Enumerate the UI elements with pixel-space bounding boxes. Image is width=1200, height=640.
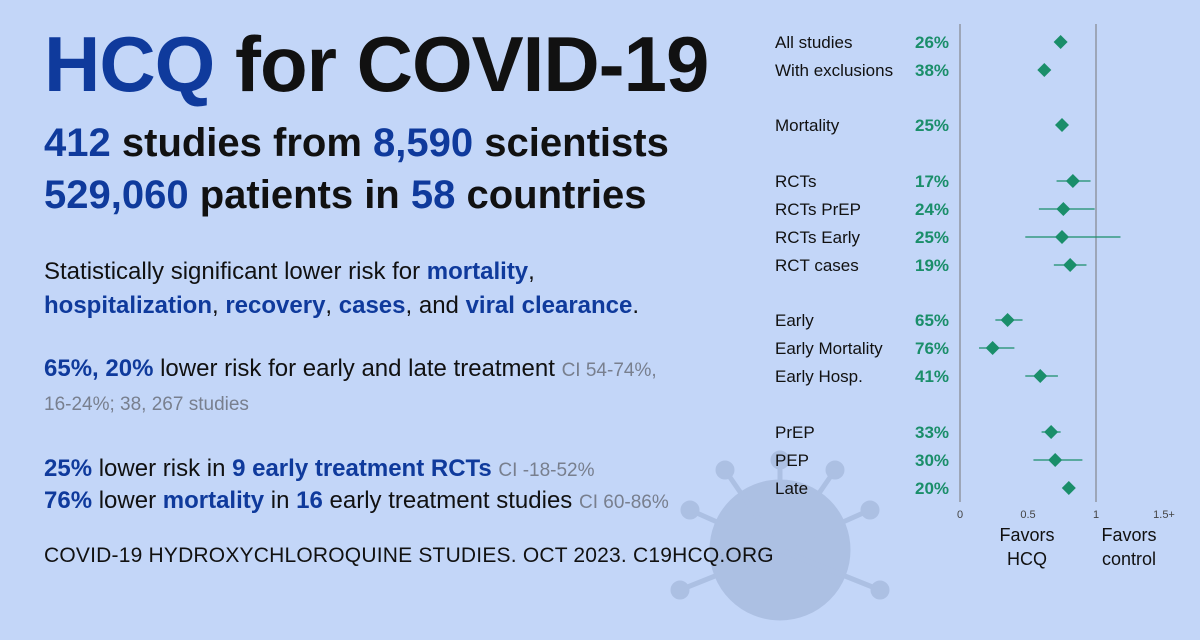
- row-percent: 30%: [915, 451, 950, 470]
- effect-marker: [1001, 313, 1015, 327]
- early-late-text: lower risk for early and late treatment: [160, 355, 555, 382]
- effect-marker: [1056, 202, 1070, 216]
- effect-marker: [1055, 230, 1069, 244]
- early-mortality-count: 16: [296, 487, 323, 514]
- row-percent: 17%: [915, 172, 950, 191]
- effect-marker: [1037, 63, 1051, 77]
- row-percent: 41%: [915, 367, 950, 386]
- effect-marker: [1062, 481, 1076, 495]
- early-mortality-text2: in: [270, 487, 290, 514]
- early-mortality-text3: early treatment studies: [329, 487, 573, 514]
- early-mortality-pct: 76%: [44, 487, 93, 514]
- effect-marker: [1048, 453, 1062, 467]
- significance-prefix: Statistically significant lower risk for: [44, 258, 421, 285]
- row-label: With exclusions: [775, 61, 894, 80]
- significance-line-1: Statistically significant lower risk for mortality,: [44, 258, 535, 285]
- title-rest: for COVID-19: [235, 20, 709, 108]
- x-tick-label: 0: [956, 509, 964, 521]
- row-label: Early: [775, 311, 814, 330]
- effect-marker: [1054, 35, 1068, 49]
- row-label: PrEP: [775, 423, 815, 442]
- term-recovery: recovery: [225, 292, 326, 319]
- x-tick-label: 1.5+: [1153, 509, 1175, 521]
- row-percent: 19%: [915, 256, 950, 275]
- effect-marker: [1044, 425, 1058, 439]
- favors-hcq-label: HCQ: [1007, 549, 1047, 569]
- row-percent: 38%: [915, 61, 950, 80]
- effect-marker: [1066, 174, 1080, 188]
- scientists-count: 8,590: [373, 121, 474, 165]
- row-label: Late: [775, 479, 809, 498]
- effect-marker: [1055, 118, 1069, 132]
- term-hospitalization: hospitalization: [44, 292, 212, 319]
- studies-text: studies from: [121, 121, 362, 165]
- early-mortality-highlight: mortality: [162, 487, 265, 514]
- row-label: Mortality: [775, 116, 840, 135]
- row-label: PEP: [775, 451, 810, 470]
- term-viral-clearance: viral clearance: [465, 292, 633, 319]
- favors-hcq-label: Favors: [999, 525, 1055, 545]
- scientists-text: scientists: [484, 121, 669, 165]
- row-label: Early Mortality: [775, 339, 883, 358]
- early-rct-highlight: 9 early treatment RCTs: [232, 455, 492, 482]
- countries-count: 58: [410, 173, 456, 217]
- early-late-values: 65%, 20%: [44, 355, 154, 382]
- patients-text: patients in: [199, 173, 400, 217]
- effect-marker: [986, 341, 1000, 355]
- row-label: RCT cases: [775, 256, 859, 275]
- favors-control-label: Favors: [1101, 525, 1157, 545]
- row-percent: 33%: [915, 423, 950, 442]
- early-late-ci: CI 54-74%,: [561, 360, 657, 381]
- x-tick-label: 0.5: [1020, 509, 1036, 521]
- row-percent: 76%: [915, 339, 950, 358]
- row-percent: 25%: [915, 228, 950, 247]
- row-label: RCTs PrEP: [775, 200, 861, 219]
- patients-count: 529,060: [44, 173, 189, 217]
- significance-line-2: hospitalization, recovery, cases, and viral clearance.: [44, 292, 640, 319]
- title-hcq: HCQ: [44, 20, 215, 108]
- early-rct-text: lower risk in: [98, 455, 226, 482]
- early-late-ci-continued: 16-24%; 38, 267 studies: [44, 394, 249, 415]
- effect-marker: [1063, 258, 1077, 272]
- term-cases: cases: [338, 292, 406, 319]
- row-percent: 26%: [915, 33, 950, 52]
- row-percent: 25%: [915, 116, 950, 135]
- row-percent: 24%: [915, 200, 950, 219]
- row-label: RCTs Early: [775, 228, 861, 247]
- countries-text: countries: [466, 173, 647, 217]
- early-mortality-text1: lower: [98, 487, 157, 514]
- early-mortality-ci: CI 60-86%: [578, 492, 669, 513]
- early-rct-ci: CI -18-52%: [498, 460, 595, 481]
- row-label: RCTs: [775, 172, 817, 191]
- significance-and: , and: [405, 292, 459, 319]
- row-label: Early Hosp.: [775, 367, 863, 386]
- footer-source: COVID-19 HYDROXYCHLOROQUINE STUDIES. OCT 2023. C19HCQ.ORG: [44, 544, 774, 567]
- row-percent: 65%: [915, 311, 950, 330]
- row-label: All studies: [775, 33, 853, 52]
- studies-count: 412: [44, 121, 111, 165]
- x-tick-label: 1: [1092, 509, 1100, 521]
- term-mortality: mortality: [426, 258, 529, 285]
- early-rct-pct: 25%: [44, 455, 93, 482]
- favors-control-label: control: [1101, 549, 1157, 569]
- effect-marker: [1033, 369, 1047, 383]
- row-percent: 20%: [915, 479, 950, 498]
